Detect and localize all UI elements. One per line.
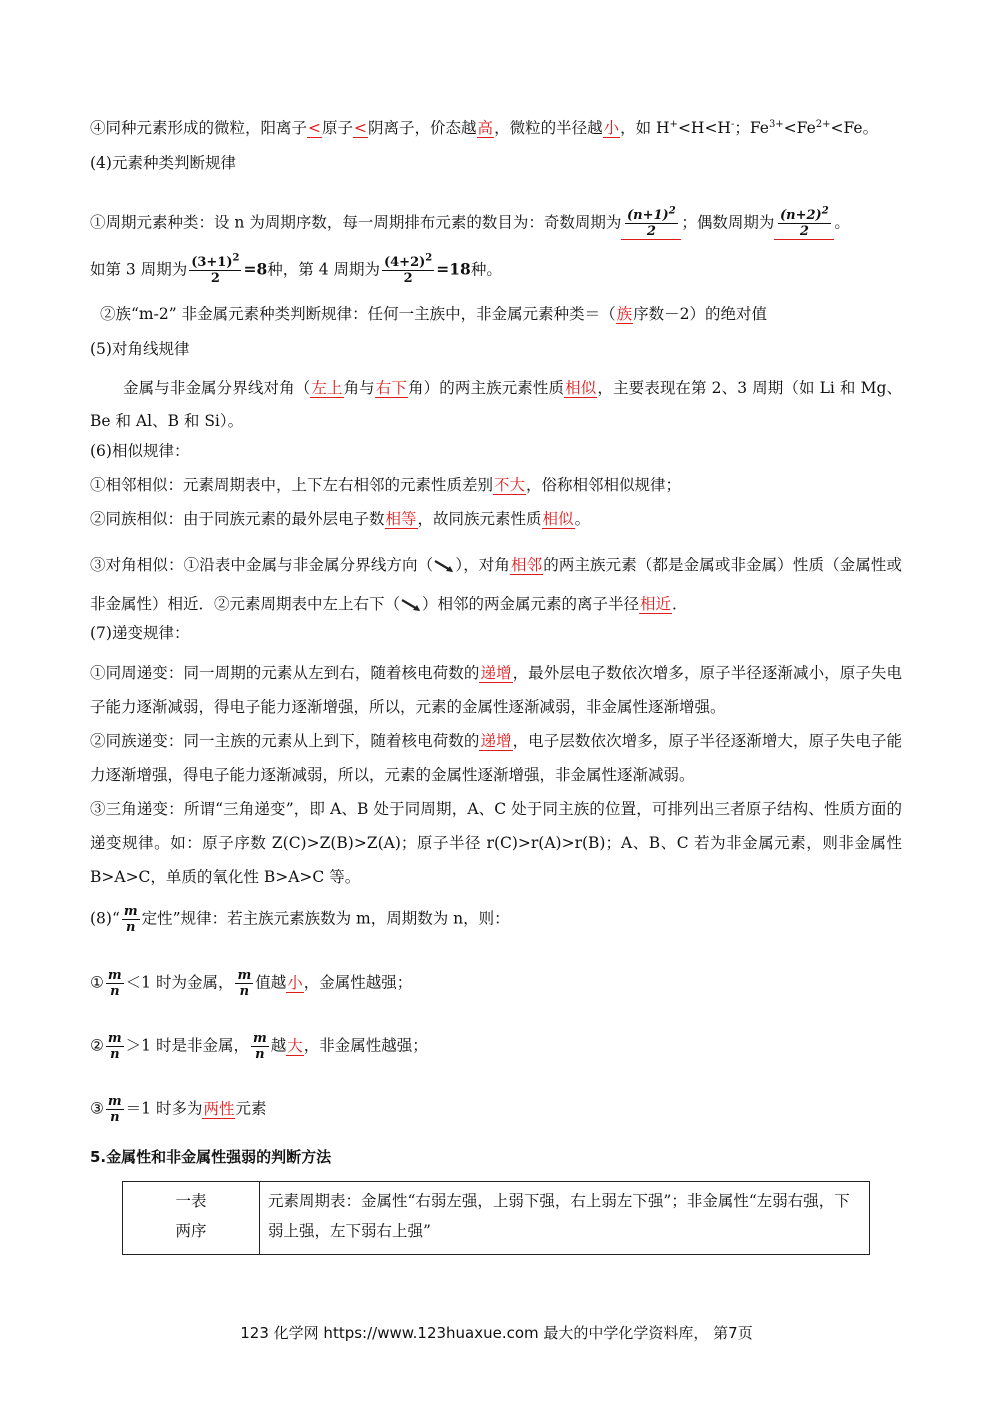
table-cell-content: 元素周期表：金属性“右弱左强，上弱下强，右上弱左下强”；非金属性“左弱右强，下弱上强，左下弱右上强” xyxy=(260,1182,870,1255)
para-diagonal-rule: 金属与非金属分界线对角（左上角与右下角）的两主族元素性质相似，主要表现在第 2、3 周期（如 Li 和 Mg、Be 和 Al、B 和 Si）。 xyxy=(90,379,902,430)
section-7-title: (7)递变规律： xyxy=(90,624,190,642)
answer-blank-odd: $\frac{(n+1)^2}{2}$ xyxy=(621,208,681,240)
answer-blank-even: $\frac{(n+2)^2}{2}$ xyxy=(774,208,834,240)
section-6-title: (6)相似规律： xyxy=(90,442,190,460)
line-mn-amphoteric: ③ $\frac{m}{n}$ ＝1 时多为两性元素 xyxy=(90,1094,267,1125)
para-diagonal-similar: ③对角相似：①沿表中金属与非金属分界线方向（ ），对角相邻的两主族元素（都是金属或非金属）性质（金属性或非金属性）相近．②元素周期表中左上右下（ ）相邻的两金属元素的离子半径相近． xyxy=(90,556,902,613)
judgement-table xyxy=(122,1181,870,1255)
line-neighbor-similar: ①相邻相似：元素周期表中，上下左右相邻的元素性质差别不大，俗称相邻相似规律； xyxy=(90,476,682,494)
line-period-example: 如第 3 周期为 $\frac{(3+1)^2}{2}$ =8种，第 4 周期为 $\frac{(4+2)^2}{2}$ =18种。 xyxy=(90,252,502,286)
line-group-rule: ②族“m-2” 非金属元素种类判断规律：任何一主族中，非金属元素种类＝（族序数－2）的绝对值 xyxy=(100,305,767,323)
line-particle-radius: ④同种元素形成的微粒，阳离子<原子<阴离子，价态越高，微粒的半径越小，如 H+<H<H-；$Fe^{3+}<Fe^{2+}<Fe$。 xyxy=(90,118,879,137)
section-heading: 5.金属性和非金属性强弱的判断方法 xyxy=(90,1148,332,1166)
para-triangle-trend: ③三角递变：所谓“三角递变”，即 A、B 处于同周期，A、C 处于同主族的位置，可排列出三者原子结构、性质方面的递变规律。如：原子序数 Z(C)>Z(B)>Z(A)；原子半径 r(C)>r(A)>r(B)；A、B、C 若为非金属元素，则非金属性 B>A>C，单质的氧化性 B>A>C 等。 xyxy=(90,800,902,886)
section-4-title: (4)元素种类判断规律 xyxy=(90,154,236,172)
line-period-count: ①周期元素种类：设 n 为周期序数，每一周期排布元素的数目为：奇数周期为 $\frac{(n+1)^2}{2}$ ；偶数周期为 $\frac{(n+2)^2}{2}$ 。 xyxy=(90,205,850,239)
para-period-trend: ①同周递变：同一周期的元素从左到右，随着核电荷数的递增，最外层电子数依次增多，原子半径逐渐减小，原子失电子能力逐渐减弱，得电子能力逐渐增强，所以，元素的金属性逐渐减弱，非金属性逐渐增强。 xyxy=(90,664,902,716)
line-mn-metal: ① $\frac{m}{n}$ ＜1 时为金属， $\frac{m}{n}$ 值越小，金属性越强； xyxy=(90,968,413,999)
diagonal-up-arrow-icon xyxy=(433,559,455,573)
table-row xyxy=(123,1182,870,1255)
line-group-similar: ②同族相似：由于同族元素的最外层电子数相等，故同族元素性质相似。 xyxy=(90,510,591,528)
page-footer: 123 化学网 https://www.123huaxue.com 最大的中学化学资料库， 第7页 xyxy=(240,1324,753,1342)
diagonal-down-arrow-icon xyxy=(400,598,422,612)
section-5-title: (5)对角线规律 xyxy=(90,340,190,358)
para-group-trend: ②同族递变：同一主族的元素从上到下，随着核电荷数的递增，电子层数依次增多，原子半径逐渐增大，原子失电子能力逐渐增强，得电子能力逐渐减弱，所以，元素的金属性逐渐增强，非金属性逐渐减弱。 xyxy=(90,732,902,784)
table-cell-label: 一表 两序 xyxy=(123,1182,260,1255)
line-mn-rule: (8)“ $\frac{m}{n}$ 定性”规律：若主族元素族数为 m，周期数为 n，则： xyxy=(90,904,510,935)
line-mn-nonmetal: ② $\frac{m}{n}$ ＞1 时是非金属， $\frac{m}{n}$ 越大，非金属性越强； xyxy=(90,1031,428,1062)
